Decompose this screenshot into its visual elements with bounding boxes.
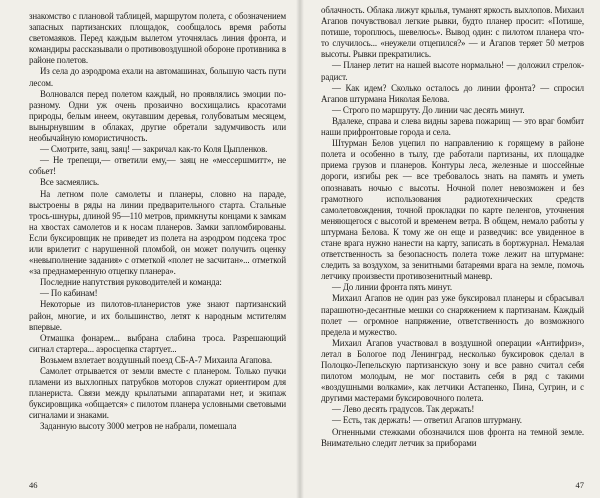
paragraph: — Есть, так держать! — ответил Агапов штурману. bbox=[332, 415, 522, 426]
page-number: 46 bbox=[29, 480, 38, 490]
paragraph: — Не трепещи,— ответили ему,— заяц не «мессершмитт», не собьет! bbox=[29, 155, 286, 177]
paragraph: Последние напутствия руководителей и команда: bbox=[40, 277, 222, 288]
paragraph: Самолет отрывается от земли вместе с планером. Только пучки пламени из выхлопных патрубков моторов служат ориентиром для планериста. Связи между крылатыми аппаратами нет, и экипаж буксировщика «общается» с пилотом планера условными световыми сигналами и знаками. bbox=[29, 366, 286, 421]
paragraph: Огненными стежками обозначился шов фронта на темной земле. Внимательно следит летчик за приборами bbox=[321, 426, 584, 448]
paragraph: Михаил Агапов не один раз уже буксировал планеры и сбрасывал парашютно-десантные мешки со снаряжением к партизанам. Каждый полет — огромное напряжение, ответственность до возможного предела и мужество. bbox=[321, 293, 584, 337]
right-page bbox=[300, 0, 600, 498]
page-number: 47 bbox=[575, 480, 584, 490]
paragraph: Штурман Белов уцепил по направлению к горящему в районе полета и особенно в тылу, где работали партизаны, их площадке приема грузов и планеров. Контуры леса, железные и шоссейные дороги, изгибы рек — все требовалось знать на память и уметь опознавать ночью с высоты. Ночной полет невозможен и без грамотного использования радиотехнических средств самолетовождения, точной прокладки по карте пеленгов, уточнения меняющегося с высотой и временем ветра. В общем, немало работы у штурмана Белова. К тому же он еще и разведчик: все увиденное в стане врага нужно нанести на карту, записать в бортжурнал. Немалая ответственность за безопасность полета тоже лежит на штурмане: следить за воздухом, за зенитными батареями врага на земле, помочь летчику произвести противозенитный маневр. bbox=[321, 138, 584, 282]
paragraph: — До линии фронта пять минут. bbox=[332, 282, 453, 293]
paragraph: Отмашка фонарем... выбрана слабина троса. Разрешающий сигнал стартера... аэросцепка стартует... bbox=[29, 332, 286, 354]
paragraph: — Планер летит на нашей высоте нормально! — доложил стрелок-радист. bbox=[321, 60, 584, 82]
paragraph: — Как идем? Сколько осталось до линии фронта? — спросил Агапов штурмана Николая Белова. bbox=[321, 82, 584, 104]
left-page-text bbox=[29, 11, 286, 433]
paragraph: На летном поле самолеты и планеры, словно на параде, выстроены в ряды на линии предварительного старта. Стальные трось-шнуры, длиной 95—110 метров, примкнуты концами к замкам на хвостах самолетов и к носам планеров. Замки запломбированы. Если буксировщик не приведет из полета на аэродром подсека трос или врилетит с нарушенной пломбой, он может получить оценку «невыполнение задания» с отметкой «полет не засчитан»... отметкой «за преднамеренную отцепку планера». bbox=[29, 188, 286, 277]
right-page-text bbox=[321, 5, 584, 449]
paragraph: Некоторые из пилотов-планеристов уже знают партизанский район, многие, и их большинство, летят к народным мстителям впервые. bbox=[29, 299, 286, 332]
paragraph: Все засмеялись. bbox=[40, 177, 100, 188]
paragraph: Волновался перед полетом каждый, но проявлялись эмоции по-разному. Одни уж очень прозаично восхищались красотами природы, белым инеем, окутавшим деревья, голубоватым месяцем, вынырнувшим в облаках, другие обретали задумчивость или необычайную юмористичность. bbox=[29, 88, 286, 144]
paragraph: Из села до аэродрома ехали на автомашинах, большую часть пути лесом. bbox=[29, 66, 286, 88]
paragraph: — Строго по маршруту. До линии час десять минут. bbox=[332, 104, 525, 115]
paragraph: знакомство с плановой таблицей, маршрутом полета, с обозначением запасных партизанских площадок, сообщалось время работы светомаяков. Перед каждым вылетом уточнялась линия фронта, и командиры рассказывали о противовоздушной обороне противника в районе полетов. bbox=[29, 11, 286, 66]
paragraph: Заданную высоту 3000 метров не набрали, помешала bbox=[40, 421, 237, 432]
paragraph: — По кабинам! bbox=[40, 288, 98, 299]
paragraph: облачность. Облака лижут крылья, туманят яркость выхлопов. Михаил Агапов почувствовал легкие рывки, будто планер просит: «Потише, потише, тороплюсь, шевелюсь». Вывод один: с пилотом планера что-то случилось... «неужели отцепился?» — и Агапов теряет 50 метров высоты. Рывки прекратились. bbox=[321, 5, 584, 60]
paragraph: Возьмем взлетает воздушный поезд СБ-А-7 Михаила Агапова. bbox=[40, 354, 273, 365]
paragraph: Михаил Агапов участвовал в воздушной операции «Антифриз», летал в Бологое под Ленинград, несколько буксировок сделал в Полоцко-Лепельскую партизанскую зону и все равно считал себя пилотом молодым, не мог поставить себя в ряд с такими «воздушными волками», как летчики Астапенко, Пина, Сугрин, и с другими мастерами буксировочного полета. bbox=[321, 337, 584, 404]
paragraph: — Лево десять градусов. Так держать! bbox=[332, 404, 475, 415]
paragraph: Вдалеке, справа и слева видны зарева пожарищ — это враг бомбит наши прифронтовые города и села. bbox=[321, 115, 584, 138]
paragraph: — Смотрите, заяц, заяц! — закричал как-то Коля Цыпленков. bbox=[40, 144, 268, 155]
